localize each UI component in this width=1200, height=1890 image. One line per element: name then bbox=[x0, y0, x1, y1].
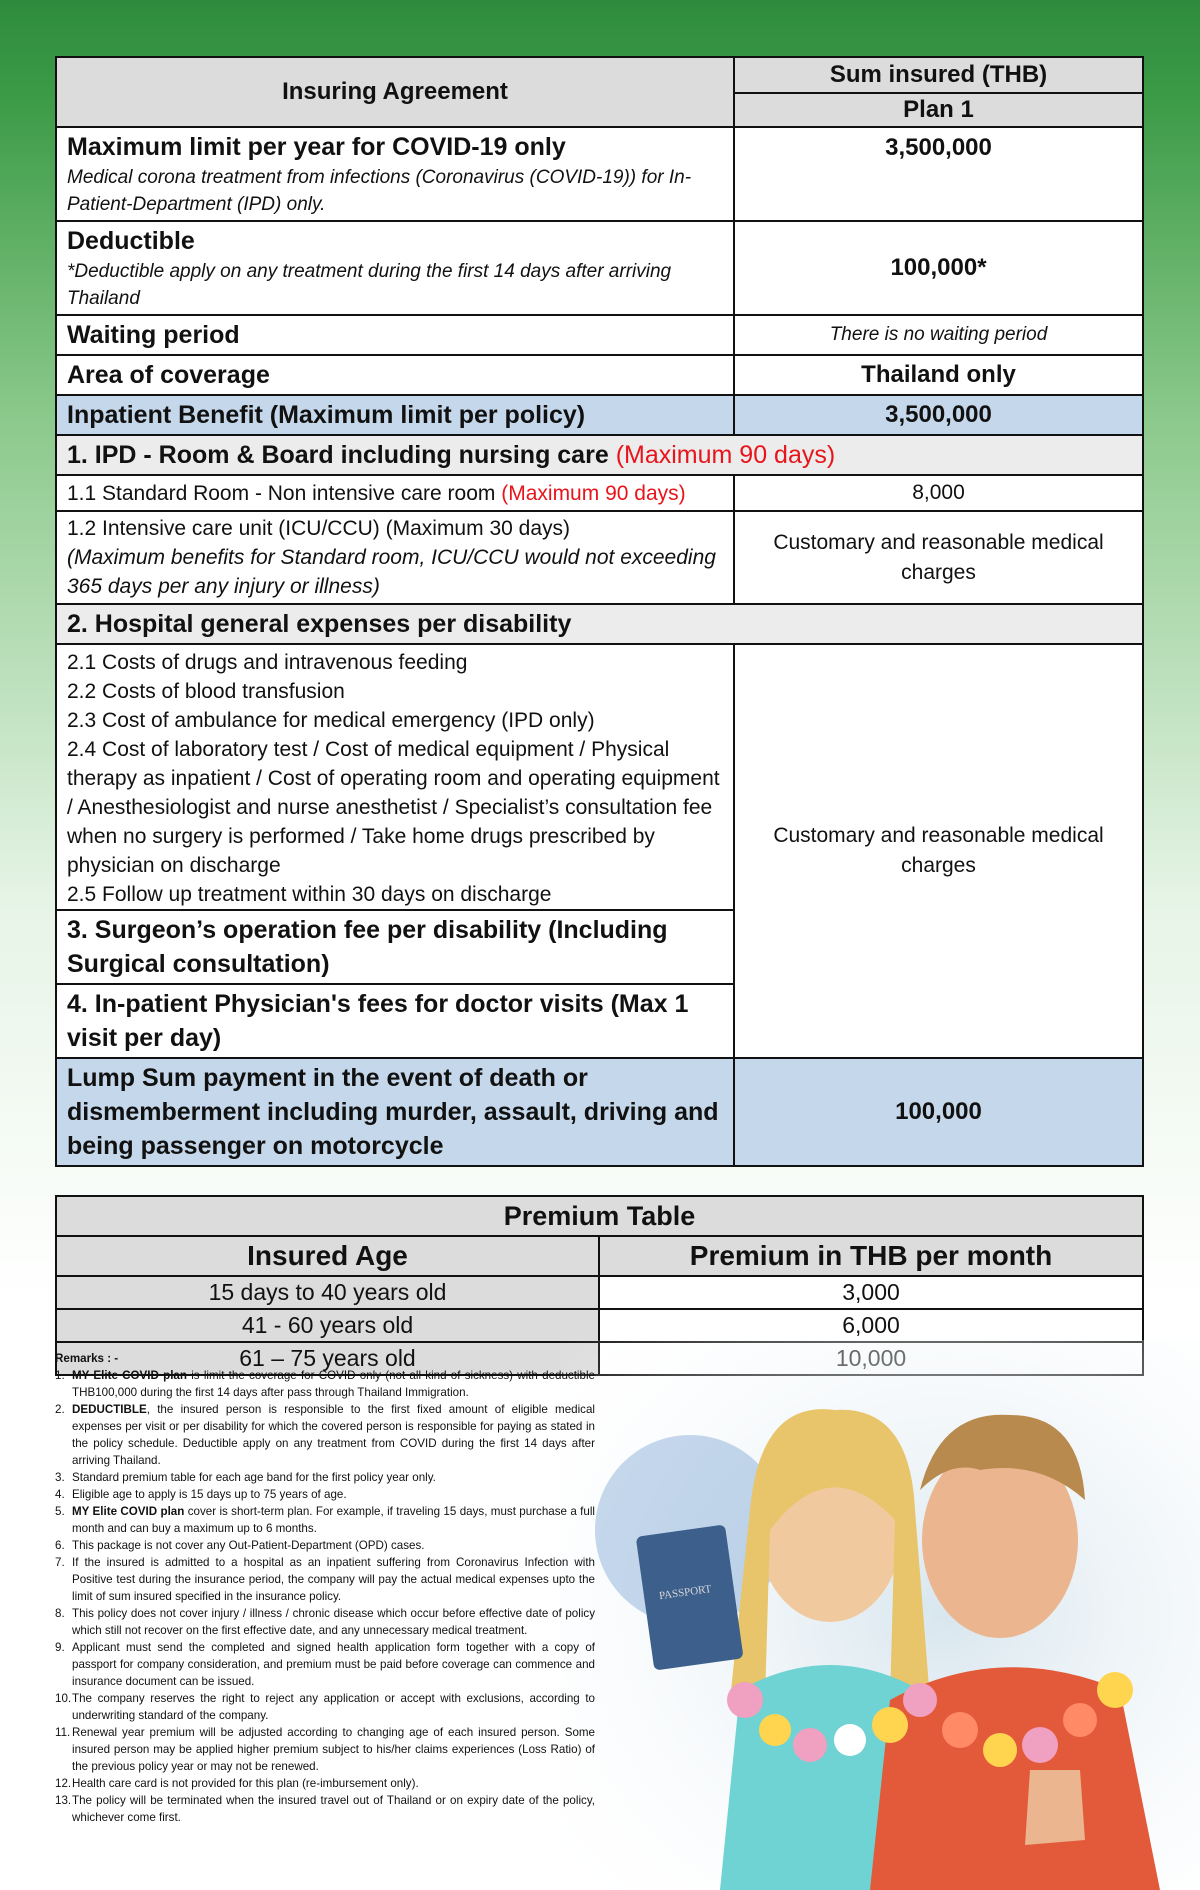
remark-text bbox=[72, 1724, 595, 1775]
hospital-value: Customary and reasonable medical charges bbox=[734, 644, 1143, 1058]
remark-text bbox=[72, 1690, 595, 1724]
remark-number: 12. bbox=[55, 1777, 72, 1790]
hospital-item-2-3: 2.3 Cost of ambulance for medical emergency (IPD only) bbox=[67, 709, 595, 732]
remark-body: cover is short-term plan. For example, if traveling 15 days, must purchase a full month and can buy a maximum up to 6 months. bbox=[72, 1505, 595, 1535]
remark-number: 13. bbox=[55, 1794, 72, 1807]
premium-amount: 3,000 bbox=[599, 1276, 1143, 1309]
remark-text bbox=[72, 1554, 595, 1605]
deductible-note: *Deductible apply on any treatment during the first 14 days after arriving Thailand bbox=[67, 261, 672, 309]
remark-text bbox=[72, 1639, 595, 1690]
thumbs-up-icon bbox=[1025, 1770, 1085, 1845]
remark-number: 11. bbox=[55, 1726, 71, 1739]
content-area bbox=[55, 56, 1142, 1376]
inpatient-value: 3,500,000 bbox=[734, 395, 1143, 435]
premium-col-age: Insured Age bbox=[56, 1236, 599, 1276]
list-item bbox=[55, 1724, 595, 1775]
standard-room-max: (Maximum 90 days) bbox=[501, 481, 686, 505]
remark-number: 7. bbox=[55, 1556, 65, 1569]
waiting-period-value: There is no waiting period bbox=[734, 315, 1143, 355]
deductible-value: 100,000* bbox=[734, 221, 1143, 315]
remark-number: 10. bbox=[55, 1692, 72, 1705]
remark-number: 6. bbox=[55, 1539, 65, 1552]
remark-number: 1. bbox=[55, 1369, 65, 1382]
list-item bbox=[55, 1792, 595, 1826]
hospital-item-2-5: 2.5 Follow up treatment within 30 days on discharge bbox=[67, 883, 552, 906]
list-item bbox=[55, 1503, 595, 1537]
table-row bbox=[56, 1309, 1143, 1342]
standard-room-cell bbox=[56, 475, 734, 511]
remarks-list bbox=[55, 1367, 595, 1826]
table-row bbox=[56, 511, 1143, 604]
lump-sum-value: 100,000 bbox=[734, 1058, 1143, 1166]
remark-text bbox=[72, 1605, 595, 1639]
inpatient-label: Inpatient Benefit (Maximum limit per policy) bbox=[56, 395, 734, 435]
hospital-item-2-1: 2.1 Costs of drugs and intravenous feeding bbox=[67, 651, 468, 674]
list-item bbox=[55, 1537, 595, 1554]
remark-body: Standard premium table for each age band for the first policy year only. bbox=[72, 1471, 436, 1484]
remark-number: 3. bbox=[55, 1471, 65, 1484]
table-row bbox=[56, 435, 1143, 475]
remark-bold: MY Elite COVID plan bbox=[72, 1505, 185, 1518]
max-limit-cell bbox=[56, 127, 734, 221]
remark-number: 2. bbox=[55, 1403, 65, 1416]
table-row bbox=[56, 604, 1143, 644]
premium-amount: 6,000 bbox=[599, 1309, 1143, 1342]
area-value: Thailand only bbox=[734, 355, 1143, 395]
remark-body: Health care card is not provided for this plan (re-imbursement only). bbox=[72, 1777, 419, 1790]
table-row bbox=[56, 315, 1143, 355]
ipd-section-title bbox=[56, 435, 1143, 475]
remark-bold: MY Elite COVID plan bbox=[72, 1369, 187, 1382]
waiting-period-label: Waiting period bbox=[56, 315, 734, 355]
header-insuring-agreement: Insuring Agreement bbox=[56, 57, 734, 127]
area-label: Area of coverage bbox=[56, 355, 734, 395]
max-limit-title: Maximum limit per year for COVID-19 only bbox=[67, 133, 566, 161]
table-row bbox=[56, 644, 1143, 910]
premium-age: 41 - 60 years old bbox=[56, 1309, 599, 1342]
table-row bbox=[56, 1058, 1143, 1166]
list-item bbox=[55, 1367, 595, 1401]
hospital-title: 2. Hospital general expenses per disability bbox=[56, 604, 1143, 644]
header-sum-insured: Sum insured (THB) bbox=[734, 57, 1143, 93]
deductible-cell bbox=[56, 221, 734, 315]
premium-age: 61 – 75 years old bbox=[56, 1342, 599, 1375]
table-row bbox=[56, 1276, 1143, 1309]
remark-body: The company reserves the right to reject any application or accept with exclusions, according to underwriting standard of the company. bbox=[72, 1692, 595, 1722]
icu-value: Customary and reasonable medical charges bbox=[734, 511, 1143, 604]
hospital-items bbox=[56, 644, 734, 910]
remark-text bbox=[72, 1775, 595, 1792]
couple-illustration bbox=[560, 1340, 1200, 1890]
remark-body: , the insured person is responsible to the first fixed amount of eligible medical expenses per visit or per disability for which the covered person is responsible for paying as stated in the policy schedule. Deductible apply on any treatment from COVID during the first 14 days after arriving Thailand. bbox=[72, 1403, 595, 1467]
premium-col-premium: Premium in THB per month bbox=[599, 1236, 1143, 1276]
remark-body: If the insured is admitted to a hospital as an inpatient suffering from Coronavirus Infection with Positive test during the insurance period, the company will pay the actual medical expenses upto the limit of sum insured specified in the insurance policy. bbox=[72, 1556, 595, 1603]
remark-text bbox=[72, 1537, 595, 1554]
list-item bbox=[55, 1639, 595, 1690]
remark-number: 4. bbox=[55, 1488, 65, 1501]
coverage-table bbox=[55, 56, 1144, 1167]
list-item bbox=[55, 1469, 595, 1486]
max-limit-note: Medical corona treatment from infections (Coronavirus (COVID-19)) for In-Patient-Department (IPD) only. bbox=[67, 167, 692, 215]
remark-body: Applicant must send the completed and signed health application form together with a copy of passport for company consideration, and premium must be paid before coverage can commence and insurance document can be issued. bbox=[72, 1641, 595, 1688]
remark-text bbox=[72, 1792, 595, 1826]
remark-text bbox=[72, 1503, 595, 1537]
standard-room-label: 1.1 Standard Room - Non intensive care room bbox=[67, 481, 496, 505]
lump-sum-label: Lump Sum payment in the event of death or dismemberment including murder, assault, driving and being passenger on motorcycle bbox=[56, 1058, 734, 1166]
list-item bbox=[55, 1554, 595, 1605]
header-plan: Plan 1 bbox=[734, 93, 1143, 127]
remark-body: Eligible age to apply is 15 days up to 75 years of age. bbox=[72, 1488, 347, 1501]
travelers-photo bbox=[560, 1340, 1200, 1890]
list-item bbox=[55, 1690, 595, 1724]
premium-age: 15 days to 40 years old bbox=[56, 1276, 599, 1309]
remark-body: is limit the coverage for COVID only (not all kind of sickness) with deductible THB100,000 during the first 14 days after pass through Thailand Immigration. bbox=[72, 1369, 595, 1399]
icu-note: (Maximum benefits for Standard room, ICU/CCU would not exceeding 365 days per any injury or illness) bbox=[67, 546, 716, 598]
remark-body: Renewal year premium will be adjusted according to changing age of each insured person. Some insured person may be applied higher premium subject to his/her claims experiences (Loss Ratio) of the previous policy year or may not be renewed. bbox=[72, 1726, 595, 1773]
list-item bbox=[55, 1605, 595, 1639]
passport-label: PASSPORT bbox=[658, 1582, 713, 1603]
ipd-max: (Maximum 90 days) bbox=[615, 441, 836, 469]
remark-body: This package is not cover any Out-Patient-Department (OPD) cases. bbox=[72, 1539, 425, 1552]
remarks-section bbox=[55, 1350, 595, 1826]
physician-fee-label: 4. In-patient Physician's fees for doctor visits (Max 1 visit per day) bbox=[56, 984, 734, 1058]
remark-text bbox=[72, 1469, 595, 1486]
hospital-item-2-2: 2.2 Costs of blood transfusion bbox=[67, 680, 345, 703]
icu-cell bbox=[56, 511, 734, 604]
list-item bbox=[55, 1775, 595, 1792]
standard-room-value: 8,000 bbox=[734, 475, 1143, 511]
table-row bbox=[56, 475, 1143, 511]
table-row bbox=[56, 127, 1143, 221]
remarks-title: Remarks : - bbox=[55, 1352, 119, 1365]
max-limit-value: 3,500,000 bbox=[734, 127, 1143, 221]
surgeon-fee-label: 3. Surgeon’s operation fee per disability (Including Surgical consultation) bbox=[56, 910, 734, 984]
ipd-title: 1. IPD - Room & Board including nursing care bbox=[67, 441, 609, 469]
remark-body: This policy does not cover injury / illness / chronic disease which occur before effective date of policy which still not recover on the first effective date, and any unnecessary medical treatment. bbox=[72, 1607, 595, 1637]
remark-number: 8. bbox=[55, 1607, 65, 1620]
deductible-title: Deductible bbox=[67, 227, 195, 255]
table-row bbox=[56, 395, 1143, 435]
table-row bbox=[56, 355, 1143, 395]
table-row bbox=[56, 221, 1143, 315]
premium-table-title: Premium Table bbox=[56, 1196, 1143, 1236]
remark-text bbox=[72, 1367, 595, 1401]
remark-text bbox=[72, 1401, 595, 1469]
list-item bbox=[55, 1401, 595, 1469]
hospital-item-2-4: 2.4 Cost of laboratory test / Cost of medical equipment / Physical therapy as inpatient / Cost of operating room and operating equipment / Anesthesiologist and nurse anesthetist / Specialist’s consultation fee when no surgery is performed / Take home drugs prescribed by physician on discharge bbox=[67, 738, 720, 877]
remark-bold: DEDUCTIBLE bbox=[72, 1403, 147, 1416]
list-item bbox=[55, 1486, 595, 1503]
remark-number: 9. bbox=[55, 1641, 65, 1654]
remark-text bbox=[72, 1486, 595, 1503]
remark-number: 5. bbox=[55, 1505, 65, 1518]
icu-label: 1.2 Intensive care unit (ICU/CCU) (Maximum 30 days) bbox=[67, 517, 570, 540]
remark-body: The policy will be terminated when the insured travel out of Thailand or on expiry date of the policy, whichever come first. bbox=[72, 1794, 595, 1824]
